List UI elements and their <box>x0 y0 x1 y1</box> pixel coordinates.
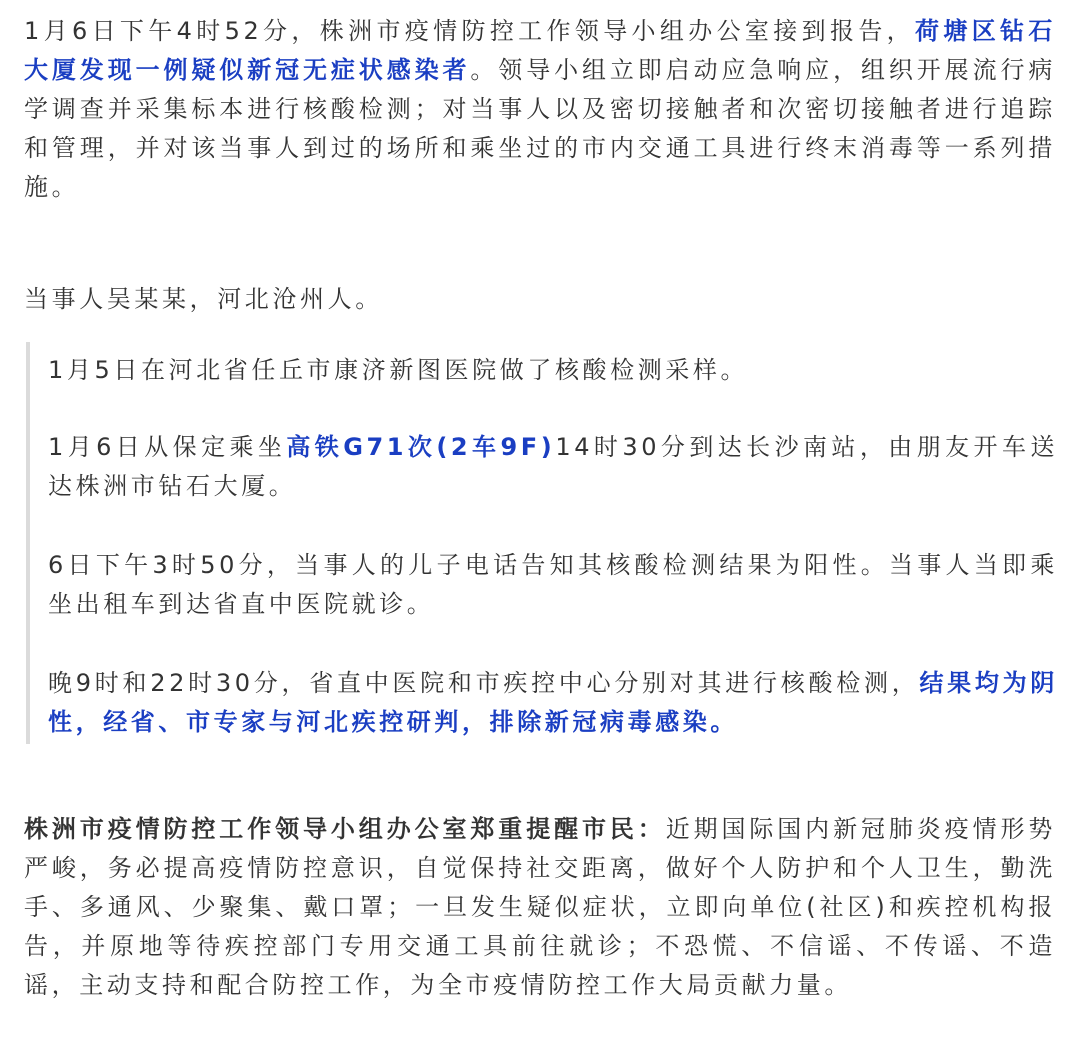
quote-item-travel <box>48 428 1058 506</box>
report-text-before: 1月6日下午4时52分，株洲市疫情防控工作领导小组办公室接到报告， <box>24 17 916 45</box>
reminder-lead: 株洲市疫情防控工作领导小组办公室郑重提醒市民： <box>24 815 666 843</box>
retest-highlight: 结果均为阴性，经省、市专家与河北疾控研判，排除新冠病毒感染。 <box>48 669 1058 736</box>
travel-highlight: 高铁G71次(2车9F) <box>286 433 556 461</box>
quote-item-retest <box>48 664 1058 742</box>
paragraph-person: 当事人吴某某，河北沧州人。 <box>24 285 383 313</box>
quote-item-positive: 6日下午3时50分，当事人的儿子电话告知其核酸检测结果为阳性。当事人当即乘坐出租车到达省直中医院就诊。 <box>48 551 1058 618</box>
timeline-blockquote <box>26 342 1060 744</box>
report-text-after: 。领导小组立即启动应急响应，组织开展流行病学调查并采集标本进行核酸检测；对当事人以及密切接触者和次密切接触者进行追踪和管理，并对该当事人到过的场所和乘坐过的市内交通工具进行终末消毒等一系列措施。 <box>24 56 1056 201</box>
travel-text-before: 1月6日从保定乘坐 <box>48 433 287 461</box>
travel-text-after: 14时30分到达长沙南站，由朋友开车送达株洲市钻石大厦。 <box>48 433 1058 500</box>
report-highlight: 荷塘区钻石大厦发现一例疑似新冠无症状感染者 <box>24 17 1056 84</box>
paragraph-report <box>24 12 1056 207</box>
retest-text-before: 晚9时和22时30分，省直中医院和市疾控中心分别对其进行核酸检测， <box>48 669 920 697</box>
quote-item-sampling: 1月5日在河北省任丘市康济新图医院做了核酸检测采样。 <box>48 356 749 384</box>
paragraph-reminder <box>24 810 1056 1005</box>
reminder-text: 近期国际国内新冠肺炎疫情形势严峻，务必提高疫情防控意识，自觉保持社交距离，做好个人防护和个人卫生，勤洗手、多通风、少聚集、戴口罩；一旦发生疑似症状，立即向单位(社区)和疾控机构报告，并原地等待疾控部门专用交通工具前往就诊；不恐慌、不信谣、不传谣、不造谣，主动支持和配合防控工作，为全市疫情防控工作大局贡献力量。 <box>24 815 1056 999</box>
